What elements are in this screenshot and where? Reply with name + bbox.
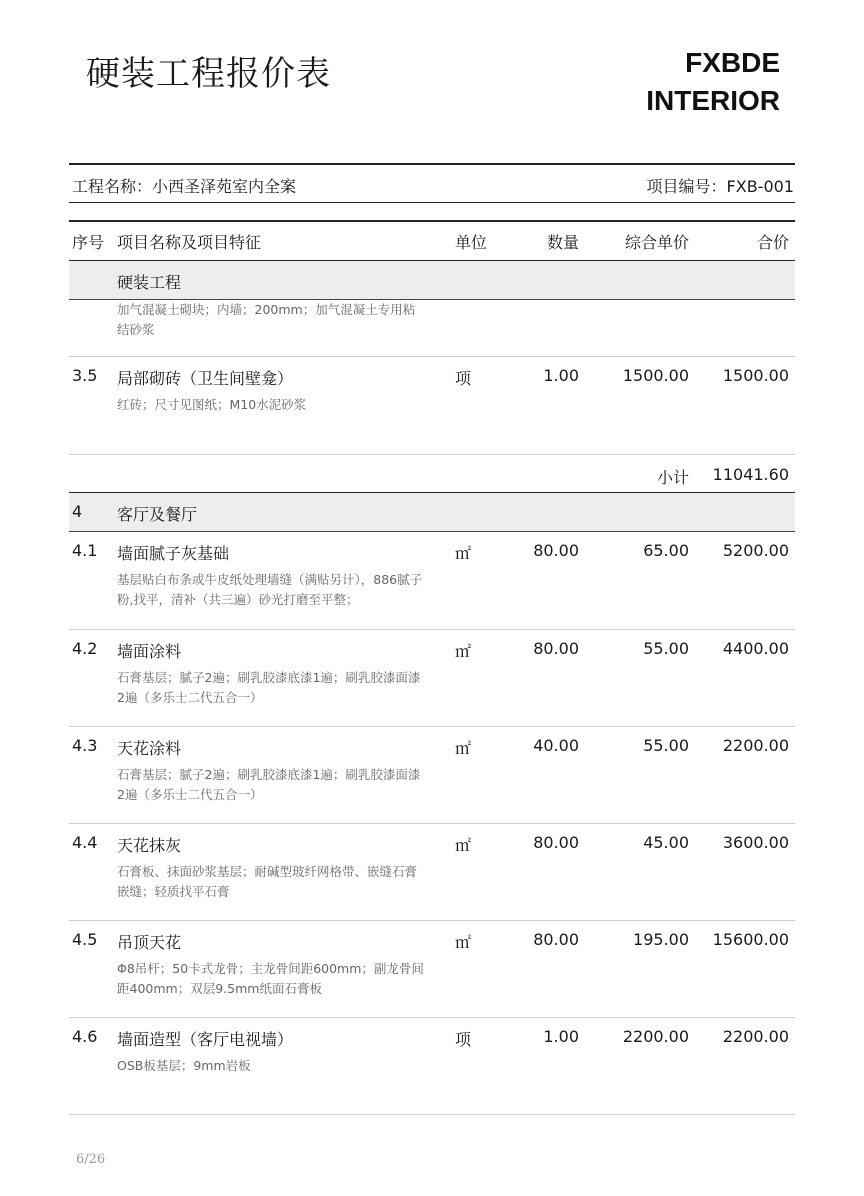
header-price: 综合单价 <box>624 233 689 252</box>
section-hard <box>69 261 795 300</box>
section-seq: 4 <box>72 502 83 521</box>
table-row <box>69 630 795 727</box>
header-name: 项目名称及项目特征 <box>117 233 262 252</box>
brand-line-1: FXBDE <box>685 47 780 78</box>
row-qty: 80.00 <box>533 639 579 658</box>
row-total: 1500.00 <box>722 366 789 385</box>
row-price: 45.00 <box>643 833 689 852</box>
section-title: 客厅及餐厅 <box>117 505 198 524</box>
table-row <box>69 921 795 1018</box>
row-name: 墙面涂料 <box>117 642 182 661</box>
row-unit: 项 <box>455 369 472 388</box>
row-qty: 40.00 <box>533 736 579 755</box>
divider-top <box>69 163 795 165</box>
row-description: 红砖；尺寸见图纸；M10水泥砂浆 <box>117 397 307 412</box>
row-seq: 4.3 <box>72 736 98 755</box>
row-price: 195.00 <box>633 930 689 949</box>
row-unit: ㎡ <box>455 642 472 661</box>
project-name: 工程名称：小西圣泽苑室内全案 <box>72 177 297 196</box>
table-row <box>69 1018 795 1115</box>
row-total: 4400.00 <box>722 639 789 658</box>
row-qty: 80.00 <box>533 930 579 949</box>
subtotal-value: 11041.60 <box>712 465 789 484</box>
row-description: 基层贴白布条或牛皮纸处理墙缝（满贴另计），886腻子粉,找平，清补（共三遍）砂光打磨至平整； <box>117 572 423 607</box>
divider-info <box>69 202 795 203</box>
row-price: 55.00 <box>643 736 689 755</box>
row-total: 5200.00 <box>722 541 789 560</box>
row-total: 3600.00 <box>722 833 789 852</box>
row-description: 石膏板、抹面砂浆基层；耐碱型玻纤网格带、嵌缝石膏嵌缝；轻质找平石膏 <box>117 864 418 899</box>
table-row <box>69 824 795 921</box>
header-seq: 序号 <box>72 233 105 252</box>
table-row <box>69 532 795 630</box>
project-code: 项目编号：FXB-001 <box>646 177 794 196</box>
row-qty: 80.00 <box>533 833 579 852</box>
row-name: 墙面腻子灰基础 <box>117 544 230 563</box>
row-description: 石膏基层；腻子2遍；刷乳胶漆底漆1遍；刷乳胶漆面漆2遍（多乐士二代五合一） <box>117 767 421 802</box>
row-qty: 80.00 <box>533 541 579 560</box>
table-row <box>69 357 795 454</box>
section-living-dining <box>69 493 795 532</box>
row-total: 2200.00 <box>722 1027 789 1046</box>
row-name: 天花抹灰 <box>117 836 182 855</box>
divider-table-top <box>69 220 795 222</box>
brand-line-2: INTERIOR <box>646 85 780 116</box>
table-row <box>69 727 795 824</box>
subtotal-row <box>69 454 795 493</box>
row-name: 吊顶天花 <box>117 933 182 952</box>
row-name: 局部砌砖（卫生间壁龛） <box>117 369 294 388</box>
row-seq: 4.2 <box>72 639 98 658</box>
row-seq: 3.5 <box>72 366 98 385</box>
row-description: 石膏基层；腻子2遍；刷乳胶漆底漆1遍；刷乳胶漆面漆2遍（多乐士二代五合一） <box>117 670 421 705</box>
page-number: 6/26 <box>76 1152 106 1167</box>
header-qty: 数量 <box>546 233 579 252</box>
row-unit: ㎡ <box>455 933 472 952</box>
row-price: 1500.00 <box>622 366 689 385</box>
row-name: 墙面造型（客厅电视墙） <box>117 1030 294 1049</box>
row-name: 天花涂料 <box>117 739 182 758</box>
row-total: 15600.00 <box>712 930 789 949</box>
row-seq: 4.1 <box>72 541 98 560</box>
page-title: 硬装工程报价表 <box>86 54 331 94</box>
row-price: 2200.00 <box>622 1027 689 1046</box>
row-description: Φ8吊杆；50卡式龙骨；主龙骨间距600mm；副龙骨间距400mm；双层9.5mm纸面石膏板 <box>117 961 424 996</box>
subtotal-label: 小计 <box>656 468 689 487</box>
row-qty: 1.00 <box>543 366 579 385</box>
row-description: 加气混凝土砌块；内墙；200mm；加气混凝土专用粘结砂浆 <box>117 302 416 337</box>
section-title: 硬装工程 <box>117 273 182 292</box>
row-unit: ㎡ <box>455 544 472 563</box>
header-total: 合价 <box>756 233 789 252</box>
row-description: OSB板基层；9mm岩板 <box>117 1058 251 1073</box>
row-unit: ㎡ <box>455 739 472 758</box>
row-total: 2200.00 <box>722 736 789 755</box>
row-unit: ㎡ <box>455 836 472 855</box>
row-unit: 项 <box>455 1030 472 1049</box>
row-seq: 4.5 <box>72 930 98 949</box>
row-seq: 4.4 <box>72 833 98 852</box>
row-price: 65.00 <box>643 541 689 560</box>
table-header <box>69 230 795 256</box>
header-unit: 单位 <box>455 233 488 252</box>
brand-logo <box>646 44 780 120</box>
row-qty: 1.00 <box>543 1027 579 1046</box>
row-price: 55.00 <box>643 639 689 658</box>
row-seq: 4.6 <box>72 1027 98 1046</box>
